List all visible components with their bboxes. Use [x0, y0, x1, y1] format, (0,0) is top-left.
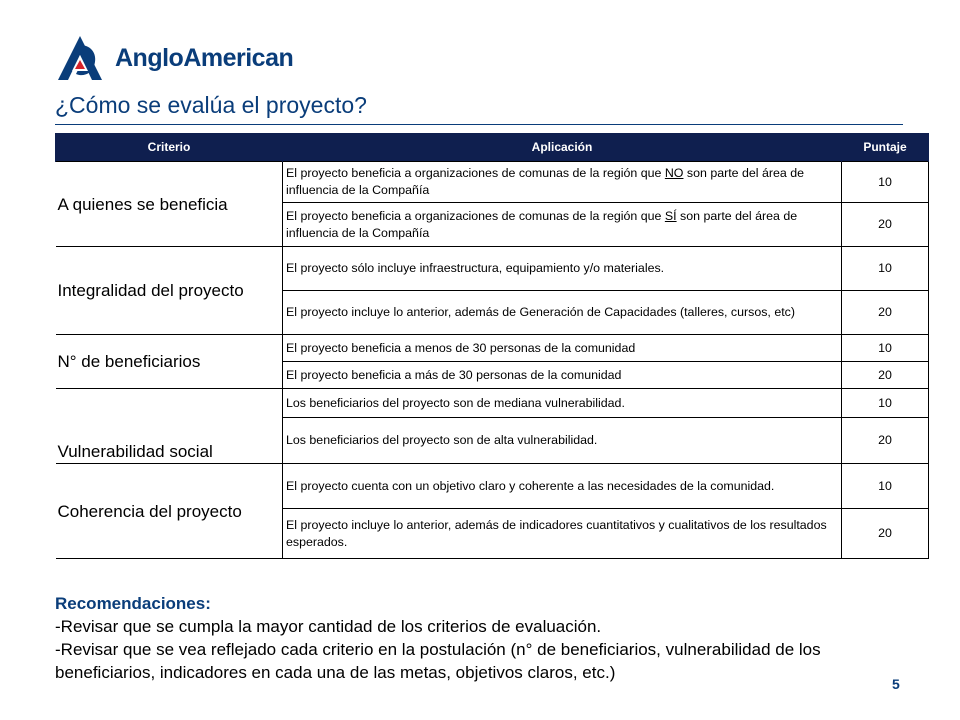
brand-name: AngloAmerican: [115, 44, 294, 72]
score-cell: 10: [842, 247, 929, 291]
recommendations: [55, 592, 855, 684]
score-cell: 20: [842, 418, 929, 464]
score-cell: 10: [842, 389, 929, 418]
criteria-table: [55, 133, 929, 559]
application-cell: El proyecto beneficia a organizaciones de comunas de la región que SÍ son parte del área de influencia de la Compañía: [283, 203, 842, 247]
application-cell: Los beneficiarios del proyecto son de alta vulnerabilidad.: [283, 418, 842, 464]
criterion-cell: Coherencia del proyecto: [56, 464, 283, 559]
application-cell: El proyecto cuenta con un objetivo claro y coherente a las necesidades de la comunidad.: [283, 464, 842, 509]
table-row: [56, 389, 929, 418]
header-puntaje: Puntaje: [842, 133, 929, 162]
score-cell: 10: [842, 162, 929, 203]
recommendation-item: -Revisar que se vea reflejado cada criterio en la postulación (n° de beneficiarios, vulnerabilidad de los beneficiarios, indicadores en cada una de las metas, objetivos claros, etc.): [55, 640, 821, 682]
table-row: [56, 162, 929, 203]
application-cell: El proyecto beneficia a menos de 30 personas de la comunidad: [283, 335, 842, 362]
recommendation-item: -Revisar que se cumpla la mayor cantidad de los criterios de evaluación.: [55, 617, 602, 636]
table-row: [56, 464, 929, 509]
header-criterio: Criterio: [56, 133, 283, 162]
header-aplicacion: Aplicación: [283, 133, 842, 162]
application-cell: El proyecto sólo incluye infraestructura, equipamiento y/o materiales.: [283, 247, 842, 291]
application-cell: El proyecto beneficia a más de 30 personas de la comunidad: [283, 362, 842, 389]
application-cell: Los beneficiarios del proyecto son de mediana vulnerabilidad.: [283, 389, 842, 418]
page-title: ¿Cómo se evalúa el proyecto?: [55, 92, 367, 118]
score-cell: 20: [842, 203, 929, 247]
criterion-cell: A quienes se beneficia: [56, 162, 283, 247]
table-row: [56, 335, 929, 362]
page-number: 5: [892, 676, 900, 692]
criterion-cell: N° de beneficiarios: [56, 335, 283, 389]
title-divider: [55, 124, 903, 125]
score-cell: 20: [842, 362, 929, 389]
anglo-american-logo: [54, 33, 294, 85]
application-cell: El proyecto incluye lo anterior, además de Generación de Capacidades (talleres, cursos, etc): [283, 291, 842, 335]
criterion-cell: Vulnerabilidad social: [56, 389, 283, 464]
table-header-row: [56, 133, 929, 162]
score-cell: 20: [842, 509, 929, 559]
application-cell: El proyecto incluye lo anterior, además de indicadores cuantitativos y cualitativos de los resultados esperados.: [283, 509, 842, 559]
score-cell: 10: [842, 464, 929, 509]
application-cell: El proyecto beneficia a organizaciones de comunas de la región que NO son parte del área de influencia de la Compañía: [283, 162, 842, 203]
score-cell: 20: [842, 291, 929, 335]
recommendations-title: Recomendaciones:: [55, 594, 211, 613]
score-cell: 10: [842, 335, 929, 362]
table-row: [56, 247, 929, 291]
anglo-american-emblem-icon: [54, 33, 106, 85]
criterion-cell: Integralidad del proyecto: [56, 247, 283, 335]
